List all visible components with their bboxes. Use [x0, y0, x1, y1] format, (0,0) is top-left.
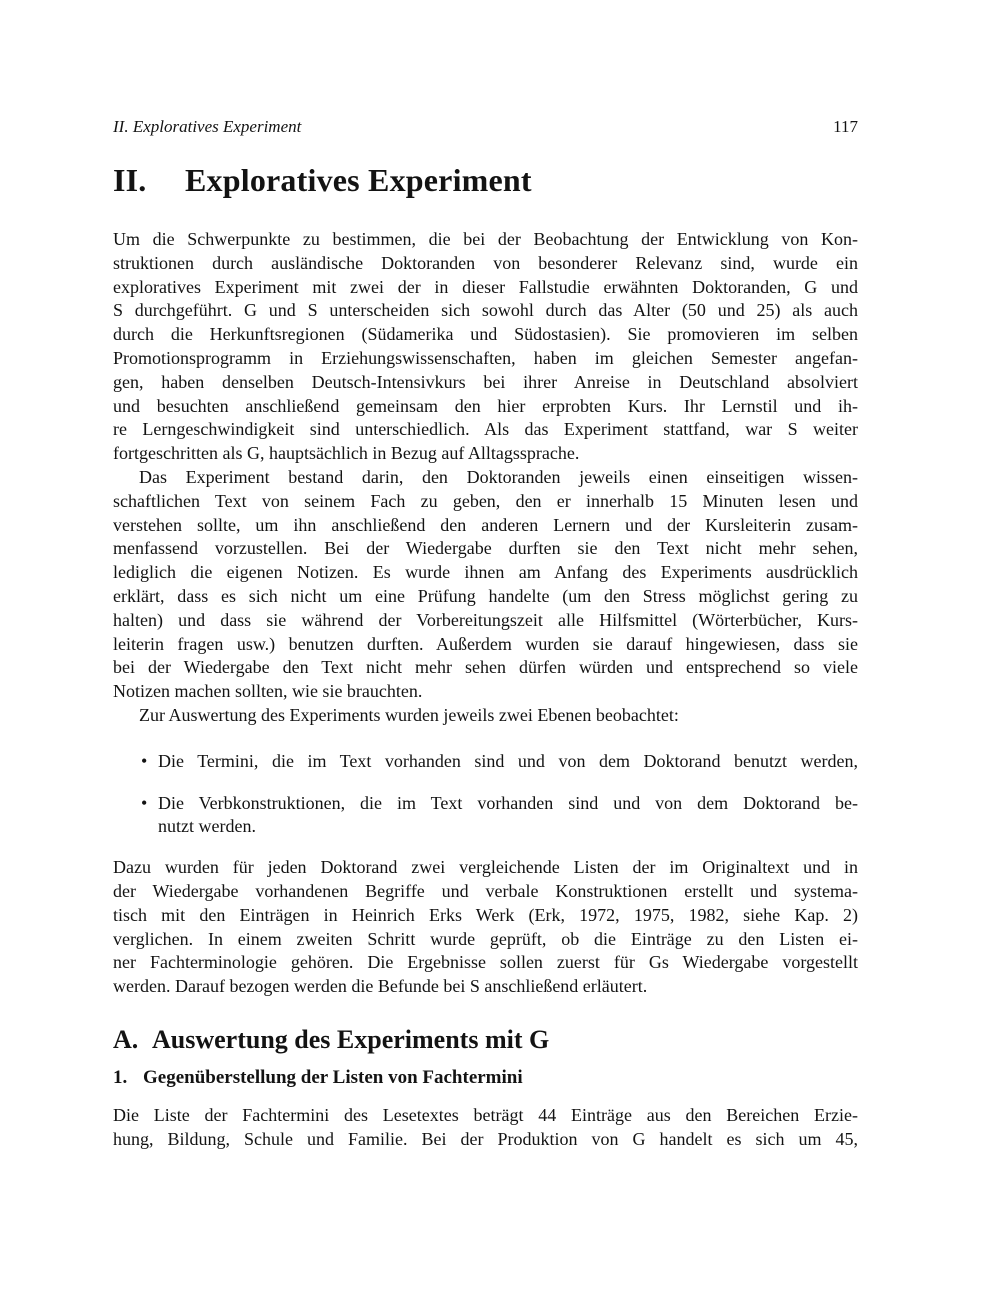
- page-number: 117: [833, 117, 858, 136]
- running-title: II. Exploratives Experiment: [113, 117, 302, 136]
- text-line: Promotionsprogramm in Erziehungswissenschaften, haben im gleichen Semester angefan-: [113, 347, 858, 368]
- bullet-icon: •: [141, 750, 148, 771]
- text-line: exploratives Experiment mit zwei der in dieser Fallstudie erwähnten Doktoranden, G und: [113, 276, 858, 297]
- subsection-heading-1: [113, 1065, 858, 1091]
- text-line: und besuchten anschließend gemeinsam den hier erprobten Kurs. Ihr Lernstil und ih-: [113, 395, 858, 416]
- section-heading-a: [113, 1024, 858, 1056]
- text-line: durch die Herkunftsregionen (Südamerika und Südostasien). Sie promovieren im selben: [113, 324, 858, 345]
- text-line: schaftlichen Text von seinem Fach zu geben, den er innerhalb 15 Minuten lesen und: [113, 490, 858, 511]
- text-line: Dazu wurden für jeden Doktorand zwei vergleichende Listen der im Originaltext und in: [113, 857, 858, 878]
- text-line: Um die Schwerpunkte zu bestimmen, die bei der Beobachtung der Entwicklung von Kon-: [113, 229, 858, 249]
- list-item: [141, 750, 858, 774]
- text-line: menfassend vorzustellen. Bei der Wiedergabe durften sie den Text nicht mehr sehen,: [113, 538, 858, 559]
- paragraph-3: [113, 704, 858, 728]
- text-line: halten) und dass sie während der Vorbereitungszeit alle Hilfsmittel (Wörterbücher, Kurs-: [113, 609, 858, 630]
- section-title-text: Auswertung des Experiments mit G: [152, 1024, 550, 1054]
- text-line: ner Fachterminologie gehören. Die Ergebnisse sollen zuerst für Gs Wiedergabe vorgestellt: [113, 952, 858, 973]
- text-line: leiterin fragen usw.) benutzen durften. Außerdem wurden sie darauf hingewiesen, dass sie: [113, 633, 858, 654]
- text-line: erklärt, dass es sich nicht um eine Prüfung handelte (um den Stress möglichst gering zu: [113, 585, 858, 606]
- section-number: A.: [113, 1024, 139, 1054]
- text-line: bei der Wiedergabe den Text nicht mehr sehen dürfen würden und entsprechend so viele: [113, 657, 858, 678]
- text-line: der Wiedergabe vorhandenen Begriffe und verbale Konstruktionen erstellt und systema-: [113, 880, 858, 901]
- subsection-number: 1.: [113, 1066, 128, 1088]
- text-line: verglichen. In einem zweiten Schritt wurde geprüft, ob die Einträge zu den Listen ei-: [113, 928, 858, 949]
- text-line: Notizen machen sollten, wie sie brauchten.: [113, 681, 423, 702]
- paragraph-5: [113, 1104, 858, 1152]
- paragraph-2: [113, 466, 858, 704]
- text-line: hung, Bildung, Schule und Familie. Bei der Produktion von G handelt es sich um 45,: [113, 1128, 858, 1149]
- running-header: [113, 116, 858, 138]
- list-item: [141, 792, 858, 840]
- text-line: fortgeschritten als G, hauptsächlich in Bezug auf Alltagssprache.: [113, 443, 580, 464]
- text-line: gen, haben denselben Deutsch-Intensivkurs bei ihrer Anreise in Deutschland absolviert: [113, 371, 858, 392]
- text-line: verstehen sollte, um ihn anschließend den anderen Lernern und der Kursleiterin zusam-: [113, 514, 858, 535]
- text-line: nutzt werden.: [158, 816, 256, 837]
- text-line: werden. Darauf bezogen werden die Befunde bei S anschließend erläutert.: [113, 976, 648, 997]
- text-line: Die Liste der Fachtermini des Lesetextes beträgt 44 Einträge aus den Bereichen Erzie-: [113, 1104, 858, 1125]
- text-line: Die Verbkonstruktionen, die im Text vorhanden sind und von dem Doktorand be-: [158, 792, 858, 813]
- text-block: [113, 0, 858, 1152]
- text-line: re Lerngeschwindigkeit sind unterschiedlich. Als das Experiment stattfand, war S weiter: [113, 419, 858, 440]
- chapter-title: [113, 160, 858, 200]
- text-line: S durchgeführt. G und S unterscheiden sich sowohl durch das Alter (50 und 25) als auch: [113, 300, 858, 321]
- paragraph-1: [113, 228, 858, 466]
- paragraph-4: [113, 856, 858, 999]
- text-line: struktionen durch ausländische Doktoranden von besonderer Relevanz sind, wurde ein: [113, 252, 858, 273]
- text-line: lediglich die eigenen Notizen. Es wurde ihnen am Anfang des Experiments ausdrücklich: [113, 562, 858, 583]
- text-line: Die Termini, die im Text vorhanden sind und von dem Doktorand benutzt werden,: [158, 750, 858, 771]
- text-line: Zur Auswertung des Experiments wurden jeweils zwei Ebenen beobachtet:: [139, 704, 679, 725]
- subsection-title-text: Gegenüberstellung der Listen von Fachtermini: [143, 1066, 523, 1088]
- chapter-number: II.: [113, 162, 147, 198]
- chapter-title-text: Exploratives Experiment: [185, 162, 532, 198]
- text-line: tisch mit den Einträgen in Heinrich Erks Werk (Erk, 1972, 1975, 1982, siehe Kap. 2): [113, 904, 858, 925]
- bullet-icon: •: [141, 792, 148, 813]
- bullet-list: [113, 750, 858, 839]
- text-line: Das Experiment bestand darin, den Doktoranden jeweils einen einseitigen wissen-: [139, 466, 858, 487]
